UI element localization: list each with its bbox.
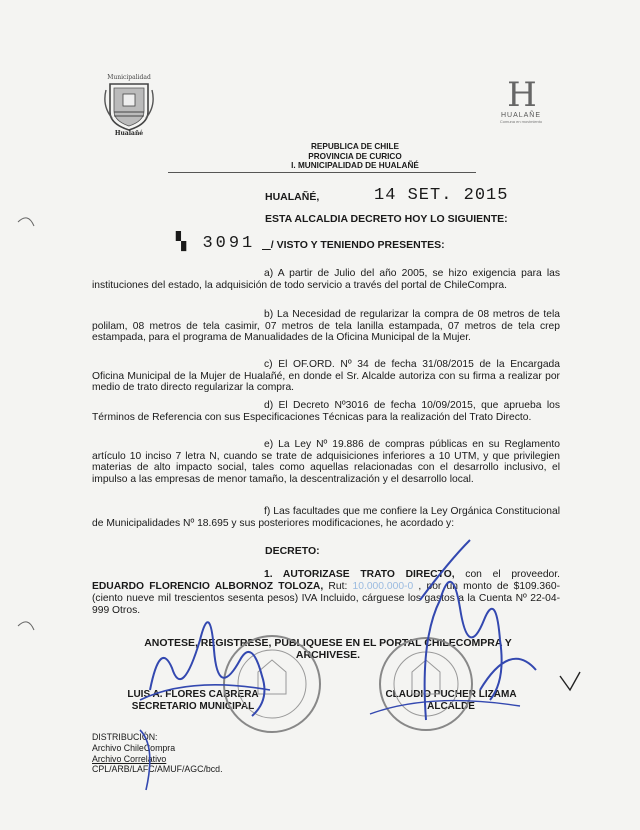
article-1 bbox=[92, 569, 560, 617]
document-header bbox=[250, 142, 460, 171]
stamp-mark-icon: ▚ bbox=[176, 234, 203, 253]
considerando-d: d) El Decreto Nº3016 de fecha 10/09/2015, que aprueba los Términos de Referencia con sus Especificaciones Técnicas para la realización del Trato Directo. bbox=[92, 400, 560, 423]
header-line-1: REPUBLICA DE CHILE bbox=[311, 142, 399, 151]
signature-block-secretary bbox=[113, 689, 273, 713]
header-divider bbox=[168, 172, 476, 173]
date-stamp: 14 SET. 2015 bbox=[374, 186, 509, 205]
decree-number: 3091 bbox=[202, 234, 256, 253]
place-name: HUALAÑÉ, bbox=[265, 191, 320, 203]
secretary-name: LUIS A. FLORES CABRERA bbox=[127, 689, 259, 700]
distribution-item-1: Archivo ChileCompra bbox=[92, 742, 176, 753]
considerando-c: c) El OF.ORD. Nº 34 de fecha 31/08/2015 de la Encargada Oficina Municipal de la Mujer de Hualañé, en donde el Sr. Alcalde autoriza con su firma a realizar por medio de trato directo regularizar la compra. bbox=[92, 359, 560, 394]
crest-bottom-text: Hualañé bbox=[114, 130, 144, 136]
header-line-2: PROVINCIA DE CURICO bbox=[308, 151, 402, 161]
closing-formula bbox=[118, 637, 538, 661]
article-1-text-2: , por un monto de $109.360- (ciento nueve mil trescientos sesenta pesos) IVA Incluido, cárguese los gastos a la Cuenta Nº 22-04-999 Otros. bbox=[92, 581, 561, 616]
commune-logo bbox=[494, 75, 548, 132]
mayor-name: CLAUDIO PUCHER LIZAMA bbox=[385, 689, 517, 700]
distribution-list bbox=[92, 732, 223, 775]
mayor-title: ALCALDE bbox=[427, 701, 475, 712]
distribution-initials: CPL/ARB/LAFC/AMUF/AGC/bcd. bbox=[92, 764, 223, 775]
secretary-title: SECRETARIO MUNICIPAL bbox=[131, 701, 255, 712]
closing-line-2: ARCHIVESE. bbox=[295, 649, 361, 661]
h-monogram-icon: H bbox=[507, 75, 535, 115]
rut-label: Rut: bbox=[323, 581, 353, 592]
considerando-b: b) La Necesidad de regularizar la compra de 08 metros de tela polilam, 08 metros de tela casimir, 07 metros de tela lanilla estampada, 07 metros de tela crep estampada, para el programa de Manualidades de la Oficina Municipal de la Mujer. bbox=[92, 309, 560, 344]
distribution-item-2: Archivo Correlativo bbox=[92, 753, 167, 764]
provider-name: EDUARDO FLORENCIO ALBORNOZ TOLOZA, bbox=[92, 581, 324, 592]
distribution-heading: DISTRIBUCIÓN: bbox=[92, 732, 158, 742]
decree-intro: ESTA ALCALDIA DECRETO HOY LO SIGUIENTE: bbox=[265, 213, 508, 225]
logo-name: HUALAÑE bbox=[500, 112, 542, 119]
considerando-e: e) La Ley Nº 19.886 de compras públicas en su Reglamento artículo 10 inciso 7 letra N, cuando se trate de adquisiciones inferiores a 10 UTM, y que privilegien materias de alto impacto social, tales como aquellas relacionadas con el desarrollo inclusivo, el impulso a las empresas de menor tamaño, la descentralización y el desarrollo local. bbox=[92, 439, 560, 485]
considerando-f: f) Las facultades que me confiere la Ley Orgánica Constitucional de Municipalidades Nº 18.695 y sus posteriores modificaciones, he acordado y: bbox=[92, 506, 560, 529]
article-1-text-1: con el proveedor. bbox=[454, 569, 560, 580]
logo-tagline: Comuna en movimiento bbox=[499, 119, 543, 124]
signature-block-mayor bbox=[368, 689, 534, 713]
article-1-lead: 1. AUTORIZASE TRATO DIRECTO, bbox=[264, 569, 455, 580]
decreto-heading: DECRETO: bbox=[265, 545, 320, 557]
visto-heading: / VISTO Y TENIENDO PRESENTES: bbox=[270, 239, 445, 251]
rut-value-redacted: 10.000.000-0 bbox=[352, 581, 414, 592]
closing-line-1: ANOTESE, REGISTRESE, PUBLIQUESE EN EL PORTAL CHILECOMPRA Y bbox=[144, 637, 512, 649]
decree-number-stamp bbox=[176, 232, 255, 253]
considerando-a: a) A partir de Julio del año 2005, se hizo exigencia para las instituciones del estado, la adquisición de todo servicio a través del portal de ChileCompra. bbox=[92, 268, 560, 291]
municipal-crest-logo bbox=[100, 72, 158, 136]
header-line-3: I. MUNICIPALIDAD DE HUALAÑÉ bbox=[291, 161, 419, 171]
crest-top-text: Municipalidad bbox=[107, 74, 151, 81]
